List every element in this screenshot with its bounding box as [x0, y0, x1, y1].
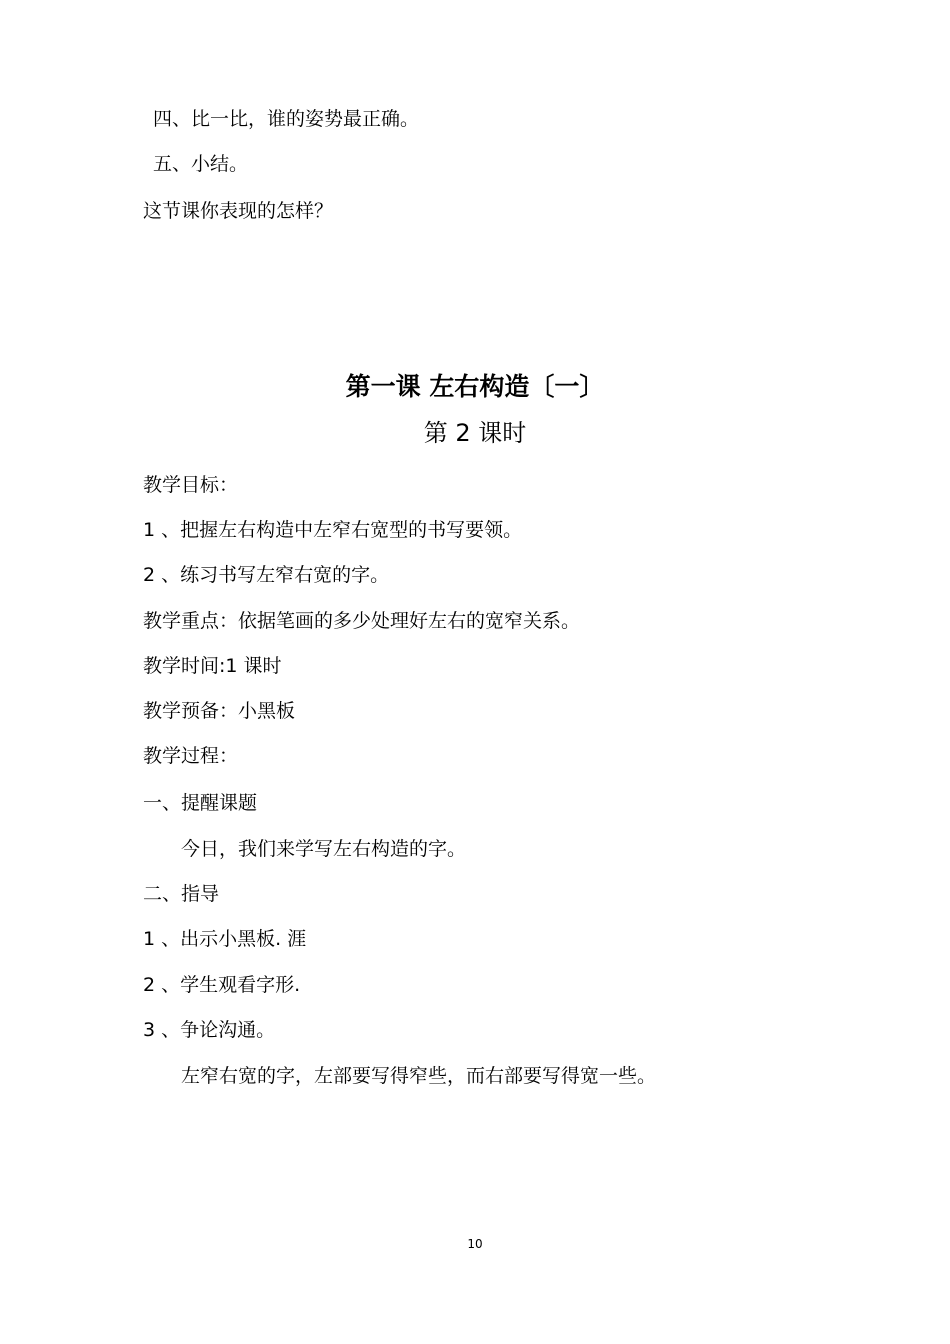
process-step-1-text: 今日，我们来学写左右构造的字。: [181, 838, 467, 860]
key-point: 教学重点：依据笔画的多少处理好左右的宽窄关系。: [143, 610, 581, 632]
process-step-1: 一、提醒课题: [143, 792, 258, 814]
goal-item-1: 1 、把握左右构造中左窄右宽型的书写要领。: [143, 519, 523, 541]
lesson-subtitle: 第 2 课时: [423, 419, 527, 447]
guide-item-3: 3 、争论沟通。: [143, 1019, 276, 1041]
guide-item-1: 1 、出示小黑板. 涯: [143, 928, 307, 950]
step-five-line: 五、小结。: [153, 153, 249, 175]
lesson-title: 第一课 左右构造〔一〕: [345, 372, 605, 401]
goal-item-2: 2 、练习书写左窄右宽的字。: [143, 564, 390, 586]
process-step-2: 二、指导: [143, 883, 220, 905]
guide-item-2: 2 、学生观看字形.: [143, 974, 301, 996]
reflection-question: 这节课你表现的怎样？: [143, 200, 334, 222]
guide-item-3-text: 左窄右宽的字，左部要写得窄些，而右部要写得宽一些。: [181, 1065, 657, 1087]
process-heading: 教学过程：: [143, 745, 239, 767]
page-number: 10: [467, 1237, 483, 1251]
lesson-preparation: 教学预备：小黑板: [143, 700, 296, 722]
lesson-time: 教学时间:1 课时: [143, 655, 282, 677]
goals-heading: 教学目标：: [143, 474, 239, 496]
step-four-line: 四、比一比，谁的姿势最正确。: [153, 108, 420, 130]
